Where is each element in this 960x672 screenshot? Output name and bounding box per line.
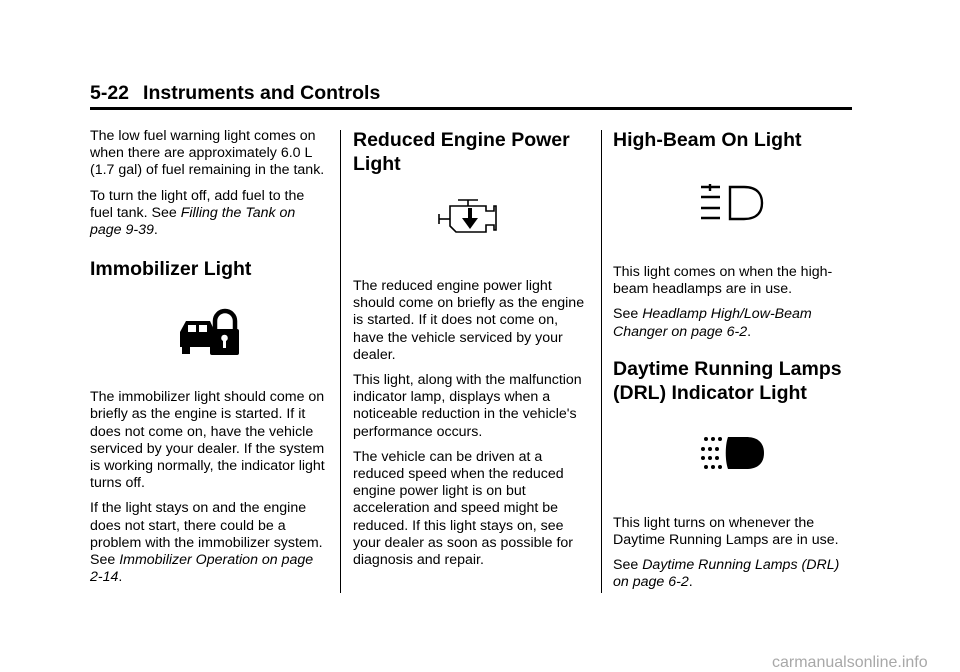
column-right <box>613 128 853 600</box>
drl-paragraph-1: This light turns on whenever the Daytime Running Lamps are in use. <box>613 514 839 549</box>
drl-heading: Daytime Running Lamps (DRL) Indicator Light <box>613 357 842 404</box>
low-fuel-instruction-end: . <box>153 222 158 239</box>
immobilizer-icon-box <box>90 301 326 363</box>
column-left <box>90 128 326 594</box>
section-title: Instruments and Controls <box>143 82 381 104</box>
immobilizer-heading: Immobilizer Light <box>90 258 252 281</box>
high-beam-paragraph-2 <box>613 306 853 340</box>
low-fuel-paragraph: The low fuel warning light comes on when there are approximately 6.0 L (1.7 gal) of fuel remaining in the tank. <box>90 128 325 179</box>
high-beam-heading: High-Beam On Light <box>613 129 802 151</box>
immobilizer-paragraph-1: The immobilizer light should come on briefly as the engine is started. If it does not come on, have the vehicle serviced by your dealer. If the system is working normally, the indicator light turns off. <box>90 389 325 492</box>
drl-paragraph-2-end: . <box>688 574 693 591</box>
filling-tank-reference: Filling the Tank on page 9-39 <box>90 204 296 239</box>
reduced-engine-power-paragraph-2: This light, along with the malfunction indicator lamp, displays when a noticeable reduction in the vehicle's performance occurs. <box>353 372 582 440</box>
column-middle <box>353 128 591 577</box>
drl-reference: Daytime Running Lamps (DRL) on page 6-2 <box>613 557 840 591</box>
low-fuel-instruction-text: To turn the light off, add fuel to the fuel tank. See <box>90 187 305 221</box>
reduced-engine-power-paragraph-3: The vehicle can be driven at a reduced speed when the reduced engine power light is on but acceleration and speed might be reduced. If this light stays on, see your dealer as soon as possible for diagnosis and repair. <box>353 448 574 569</box>
immobilizer-car-lock-icon <box>177 307 239 357</box>
column-divider-right <box>601 130 602 593</box>
daytime-running-lamps-icon <box>700 433 766 473</box>
watermark: carmanualsonline.info <box>772 654 928 671</box>
immobilizer-paragraph-2 <box>90 500 326 586</box>
immobilizer-paragraph-2-end: . <box>118 569 123 586</box>
reduced-engine-power-icon-box <box>353 196 591 240</box>
high-beam-paragraph-2-text: See <box>613 306 643 323</box>
high-beam-icon <box>700 183 766 223</box>
reduced-engine-power-heading: Reduced Engine Power Light <box>353 129 570 175</box>
engine-reduced-power-icon <box>436 197 508 239</box>
page-header <box>90 80 852 110</box>
immobilizer-operation-reference: Immobilizer Operation on page 2-14 <box>90 552 314 586</box>
high-beam-paragraph-2-end: . <box>747 323 752 340</box>
immobilizer-paragraph-2-text: If the light stays on and the engine does not start, there could be a problem with the immobilizer system. See <box>90 500 323 569</box>
high-beam-icon-box <box>613 182 853 224</box>
headlamp-changer-reference: Headlamp High/Low-Beam Changer on page 6-2 <box>613 306 812 340</box>
page-number: 5-22 <box>90 82 130 104</box>
low-fuel-instruction <box>90 188 326 240</box>
drl-icon-box <box>613 433 853 473</box>
drl-paragraph-2 <box>613 557 853 591</box>
reduced-engine-power-paragraph-1: The reduced engine power light should come on briefly as the engine is started. If it does not come on, have the vehicle serviced by your dealer. <box>353 278 585 363</box>
column-divider-left <box>340 130 341 593</box>
drl-paragraph-2-text: See <box>613 557 643 574</box>
high-beam-paragraph-1: This light comes on when the high-beam headlamps are in use. <box>613 264 833 298</box>
